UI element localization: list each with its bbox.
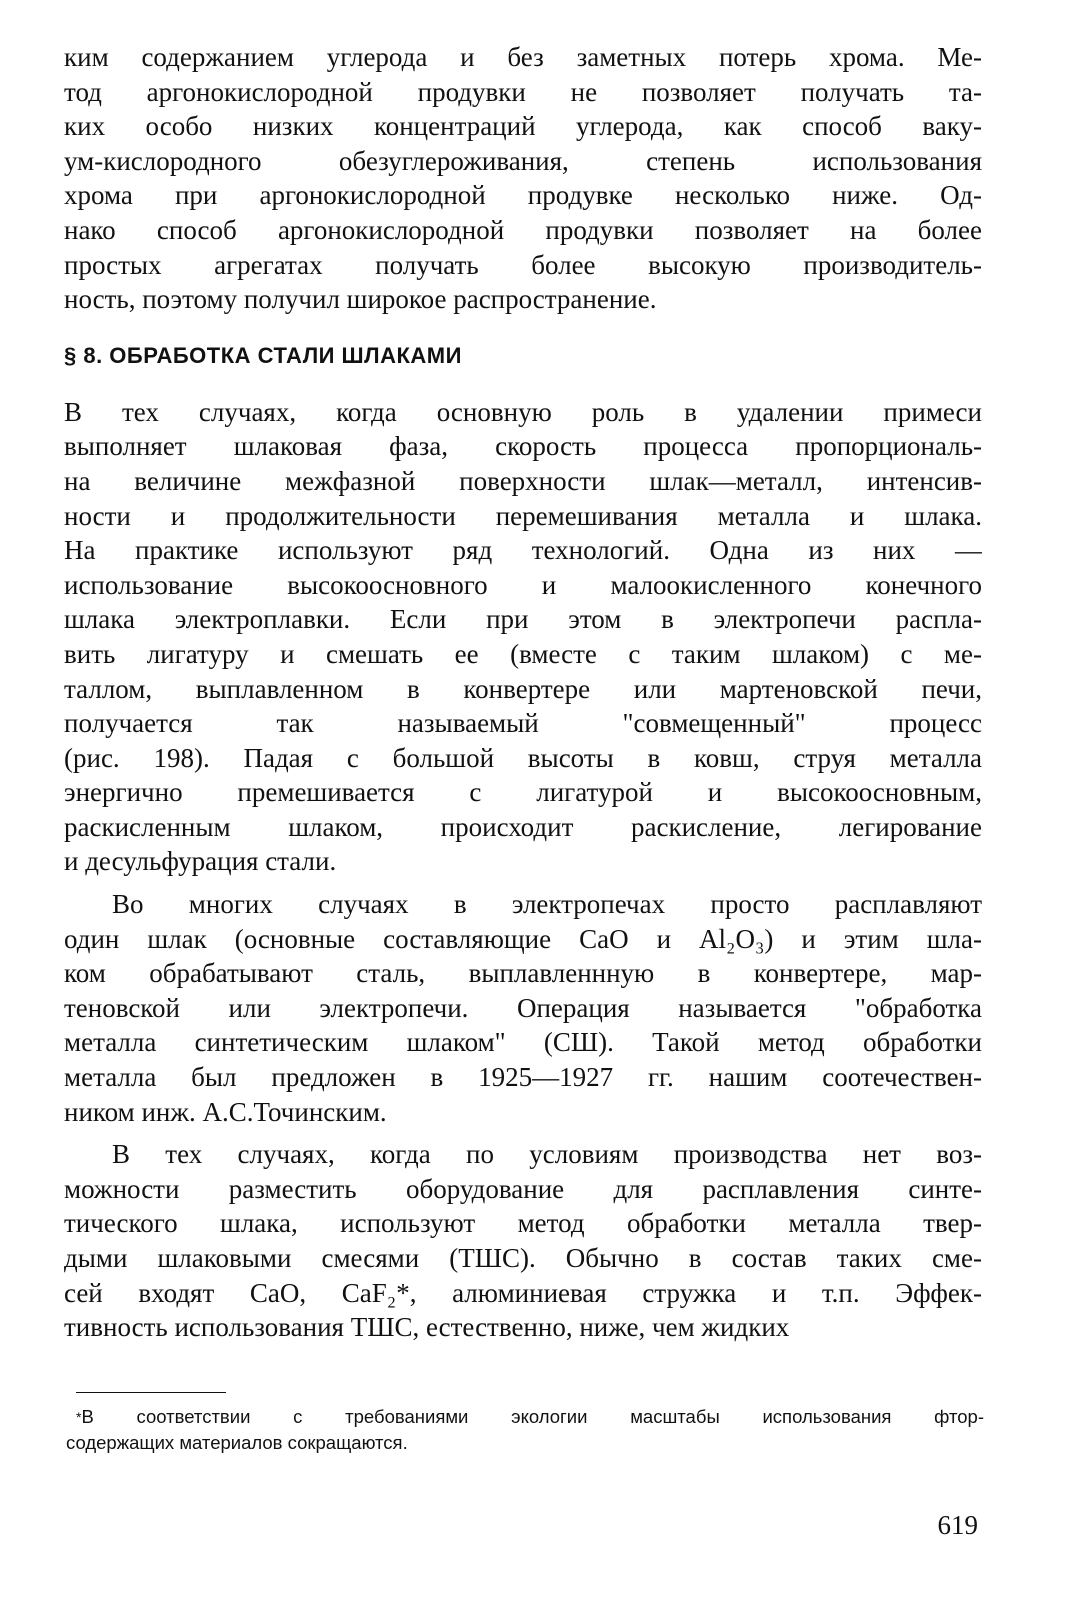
text-line: ких особо низких концентраций углерода, как способ ваку- <box>64 111 982 142</box>
footnote-line <box>76 1404 984 1430</box>
text-line: тод аргонокислородной продувки не позволяет получать та- <box>64 76 982 107</box>
text-line: простых агрегатах получать более высокую производитель- <box>64 249 982 280</box>
paragraph-3 <box>64 887 982 1129</box>
text-line: ности и продолжительности перемешивания металла и шлака. <box>64 500 982 531</box>
text-line: ность, поэтому получил широкое распространение. <box>64 284 657 315</box>
text-line: Во многих случаях в электропечах просто расплавляют <box>112 889 982 920</box>
paragraph-2 <box>64 395 982 879</box>
footnote-divider <box>76 1392 226 1393</box>
text-line: сей входят CaO, CaF₂*, алюминиевая стружка и т.п. Эффек- <box>64 1277 982 1308</box>
text-line: В тех случаях, когда основную роль в удалении примеси <box>64 396 982 427</box>
text-line: можности разместить оборудование для расплавления синте- <box>64 1173 982 1204</box>
text-line: ком обрабатывают сталь, выплавленнную в конвертере, мар- <box>64 958 982 989</box>
text-line: использование высокоосновного и малоокисленного конечного <box>64 569 982 600</box>
footnote <box>66 1404 984 1456</box>
text-line: В тех случаях, когда по условиям производства нет воз- <box>112 1139 982 1170</box>
text-line: выполняет шлаковая фаза, скорость процесса пропорциональ- <box>64 431 982 462</box>
text-line: теновской или электропечи. Операция называется "обработка <box>64 992 982 1023</box>
text-line: раскисленным шлаком, происходит раскисление, легирование <box>64 811 982 842</box>
text-line: один шлак (основные составляющие CaO и Al₂O₃) и этим шла- <box>64 923 982 954</box>
text-line: получается так называемый "совмещенный" процесс <box>64 708 982 739</box>
text-line: и десульфурация стали. <box>64 846 337 877</box>
paragraph-4 <box>64 1137 982 1345</box>
text-line: вить лигатуру и смешать ее (вместе с таким шлаком) с ме- <box>64 638 982 669</box>
footnote-marker: * <box>76 1409 82 1425</box>
text-line: ким содержанием углерода и без заметных потерь хрома. Ме- <box>64 42 982 72</box>
text-line: на величине межфазной поверхности шлак—металл, интенсив- <box>64 465 982 496</box>
footnote-line: содержащих материалов сокращаются. <box>66 1432 408 1453</box>
text-line: энергично премешивается с лигатурой и высокоосновным, <box>64 777 982 808</box>
text-line: тического шлака, используют метод обработки металла твер- <box>64 1208 982 1239</box>
text-line: ником инж. А.С.Точинским. <box>64 1096 387 1127</box>
text-line: металла был предложен в 1925—1927 гг. нашим соотечествен- <box>64 1062 982 1093</box>
text-line: ум-кислородного обезуглероживания, степень использования <box>64 145 982 176</box>
text-line: нако способ аргонокислородной продувки позволяет на более <box>64 214 982 245</box>
text-line: На практике используют ряд технологий. Одна из них — <box>64 535 982 566</box>
text-line: шлака электроплавки. Если при этом в электропечи распла- <box>64 604 982 635</box>
page-body <box>64 40 982 1345</box>
text-line: таллом, выплавленном в конвертере или мартеновской печи, <box>64 673 982 704</box>
text-line: тивность использования ТШС, естественно, ниже, чем жидких <box>64 1312 790 1343</box>
text-line: хрома при аргонокислородной продувке несколько ниже. Од- <box>64 180 982 211</box>
text-line: дыми шлаковыми смесями (ТШС). Обычно в состав таких сме- <box>64 1243 982 1273</box>
text-line: (рис. 198). Падая с большой высоты в ковш, струя металла <box>64 742 982 773</box>
section-heading: § 8. ОБРАБОТКА СТАЛИ ШЛАКАМИ <box>64 342 462 368</box>
paragraph-1 <box>64 40 982 317</box>
footnote-text: В соответствии с требованиями экологии масштабы использования фтор- <box>81 1406 984 1427</box>
text-line: металла синтетическим шлаком" (СШ). Такой метод обработки <box>64 1027 982 1058</box>
page-number: 619 <box>937 1510 978 1540</box>
